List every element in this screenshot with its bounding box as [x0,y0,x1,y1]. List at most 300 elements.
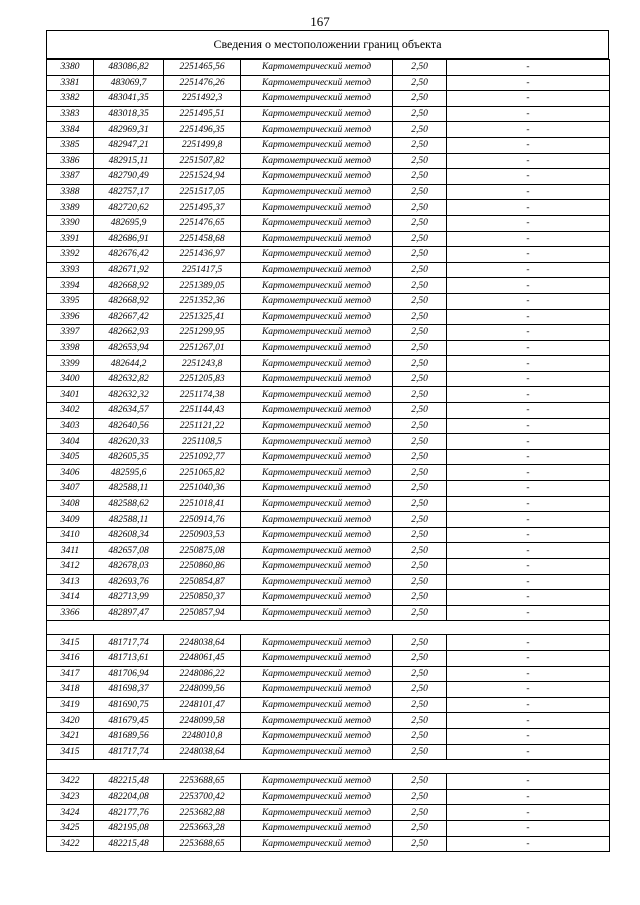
note-cell: - [447,106,610,122]
point-number-cell: 3390 [47,215,94,231]
note-cell: - [447,153,610,169]
note-cell: - [447,590,610,606]
y-coordinate-cell: 2251495,51 [164,106,241,122]
method-cell: Картометрический метод [241,153,393,169]
accuracy-cell: 2,50 [393,496,447,512]
point-number-cell: 3405 [47,449,94,465]
point-number-cell: 3391 [47,231,94,247]
note-cell: - [447,231,610,247]
x-coordinate-cell: 482588,62 [94,496,164,512]
x-coordinate-cell: 482608,34 [94,527,164,543]
y-coordinate-cell: 2248099,56 [164,682,241,698]
method-cell: Картометрический метод [241,635,393,651]
method-cell: Картометрический метод [241,465,393,481]
accuracy-cell: 2,50 [393,309,447,325]
accuracy-cell: 2,50 [393,325,447,341]
y-coordinate-cell: 2250850,37 [164,590,241,606]
coordinates-table [46,59,610,852]
method-cell: Картометрический метод [241,682,393,698]
x-coordinate-cell: 481706,94 [94,666,164,682]
table-row [47,309,610,325]
note-cell: - [447,200,610,216]
x-coordinate-cell: 482969,31 [94,122,164,138]
note-cell: - [447,820,610,836]
accuracy-cell: 2,50 [393,650,447,666]
point-number-cell: 3383 [47,106,94,122]
y-coordinate-cell: 2251524,94 [164,169,241,185]
note-cell: - [447,635,610,651]
point-number-cell: 3386 [47,153,94,169]
note-cell: - [447,340,610,356]
accuracy-cell: 2,50 [393,356,447,372]
y-coordinate-cell: 2251040,36 [164,481,241,497]
y-coordinate-cell: 2251465,56 [164,60,241,76]
table-row [47,650,610,666]
point-number-cell: 3423 [47,789,94,805]
x-coordinate-cell: 482757,17 [94,184,164,200]
note-cell: - [447,293,610,309]
x-coordinate-cell: 482915,11 [94,153,164,169]
y-coordinate-cell: 2251267,01 [164,340,241,356]
table-row [47,713,610,729]
table-row [47,496,610,512]
method-cell: Картометрический метод [241,418,393,434]
note-cell: - [447,774,610,790]
method-cell: Картометрический метод [241,137,393,153]
section-title: Сведения о местоположении границ объекта [46,30,609,59]
y-coordinate-cell: 2250875,08 [164,543,241,559]
x-coordinate-cell: 482595,6 [94,465,164,481]
y-coordinate-cell: 2248099,58 [164,713,241,729]
table-row [47,403,610,419]
y-coordinate-cell: 2250860,86 [164,559,241,575]
x-coordinate-cell: 482671,92 [94,262,164,278]
accuracy-cell: 2,50 [393,682,447,698]
y-coordinate-cell: 2251092,77 [164,449,241,465]
x-coordinate-cell: 482947,21 [94,137,164,153]
accuracy-cell: 2,50 [393,371,447,387]
x-coordinate-cell: 481713,61 [94,650,164,666]
method-cell: Картометрический метод [241,293,393,309]
note-cell: - [447,805,610,821]
method-cell: Картометрический метод [241,356,393,372]
note-cell: - [447,247,610,263]
method-cell: Картометрический метод [241,543,393,559]
note-cell: - [447,512,610,528]
y-coordinate-cell: 2251205,83 [164,371,241,387]
table-row [47,434,610,450]
note-cell: - [447,215,610,231]
point-number-cell: 3366 [47,605,94,621]
point-number-cell: 3394 [47,278,94,294]
note-cell: - [447,278,610,294]
x-coordinate-cell: 481698,37 [94,682,164,698]
accuracy-cell: 2,50 [393,820,447,836]
method-cell: Картометрический метод [241,309,393,325]
accuracy-cell: 2,50 [393,403,447,419]
y-coordinate-cell: 2251144,43 [164,403,241,419]
table-row [47,60,610,76]
accuracy-cell: 2,50 [393,635,447,651]
table-row [47,449,610,465]
table-row [47,543,610,559]
table-row [47,512,610,528]
y-coordinate-cell: 2251108,5 [164,434,241,450]
point-number-cell: 3422 [47,774,94,790]
table-row [47,590,610,606]
point-number-cell: 3397 [47,325,94,341]
y-coordinate-cell: 2251517,05 [164,184,241,200]
accuracy-cell: 2,50 [393,728,447,744]
block-separator-row [47,621,610,635]
table-row [47,418,610,434]
table-row [47,559,610,575]
method-cell: Картометрический метод [241,805,393,821]
x-coordinate-cell: 482632,82 [94,371,164,387]
y-coordinate-cell: 2250903,53 [164,527,241,543]
method-cell: Картометрический метод [241,200,393,216]
note-cell: - [447,496,610,512]
note-cell: - [447,682,610,698]
note-cell: - [447,543,610,559]
accuracy-cell: 2,50 [393,418,447,434]
point-number-cell: 3415 [47,744,94,760]
table-row [47,371,610,387]
point-number-cell: 3382 [47,91,94,107]
point-number-cell: 3402 [47,403,94,419]
method-cell: Картометрический метод [241,184,393,200]
method-cell: Картометрический метод [241,590,393,606]
y-coordinate-cell: 2253688,65 [164,836,241,852]
method-cell: Картометрический метод [241,278,393,294]
accuracy-cell: 2,50 [393,122,447,138]
y-coordinate-cell: 2250854,87 [164,574,241,590]
table-row [47,465,610,481]
method-cell: Картометрический метод [241,215,393,231]
note-cell: - [447,650,610,666]
point-number-cell: 3415 [47,635,94,651]
table-row [47,605,610,621]
note-cell: - [447,836,610,852]
x-coordinate-cell: 482588,11 [94,512,164,528]
y-coordinate-cell: 2251299,95 [164,325,241,341]
point-number-cell: 3407 [47,481,94,497]
method-cell: Картометрический метод [241,574,393,590]
y-coordinate-cell: 2251174,38 [164,387,241,403]
x-coordinate-cell: 482678,03 [94,559,164,575]
y-coordinate-cell: 2251499,8 [164,137,241,153]
note-cell: - [447,122,610,138]
x-coordinate-cell: 482668,92 [94,293,164,309]
accuracy-cell: 2,50 [393,836,447,852]
method-cell: Картометрический метод [241,325,393,341]
accuracy-cell: 2,50 [393,481,447,497]
accuracy-cell: 2,50 [393,789,447,805]
table-row [47,278,610,294]
method-cell: Картометрический метод [241,650,393,666]
x-coordinate-cell: 482644,2 [94,356,164,372]
table-row [47,356,610,372]
table-row [47,574,610,590]
table-row [47,697,610,713]
table-row [47,340,610,356]
accuracy-cell: 2,50 [393,574,447,590]
y-coordinate-cell: 2251495,37 [164,200,241,216]
accuracy-cell: 2,50 [393,153,447,169]
table-row [47,293,610,309]
point-number-cell: 3411 [47,543,94,559]
point-number-cell: 3399 [47,356,94,372]
note-cell: - [447,387,610,403]
note-cell: - [447,574,610,590]
table-row [47,262,610,278]
y-coordinate-cell: 2251507,82 [164,153,241,169]
x-coordinate-cell: 482640,56 [94,418,164,434]
note-cell: - [447,713,610,729]
y-coordinate-cell: 2251018,41 [164,496,241,512]
x-coordinate-cell: 482632,32 [94,387,164,403]
note-cell: - [447,449,610,465]
point-number-cell: 3425 [47,820,94,836]
accuracy-cell: 2,50 [393,184,447,200]
table-row [47,682,610,698]
x-coordinate-cell: 482204,08 [94,789,164,805]
x-coordinate-cell: 482657,08 [94,543,164,559]
table-row [47,805,610,821]
accuracy-cell: 2,50 [393,278,447,294]
table-row [47,106,610,122]
note-cell: - [447,481,610,497]
note-cell: - [447,789,610,805]
note-cell: - [447,418,610,434]
note-cell: - [447,356,610,372]
method-cell: Картометрический метод [241,371,393,387]
accuracy-cell: 2,50 [393,543,447,559]
method-cell: Картометрический метод [241,387,393,403]
y-coordinate-cell: 2251243,8 [164,356,241,372]
accuracy-cell: 2,50 [393,697,447,713]
accuracy-cell: 2,50 [393,465,447,481]
method-cell: Картометрический метод [241,403,393,419]
point-number-cell: 3401 [47,387,94,403]
x-coordinate-cell: 482634,57 [94,403,164,419]
point-number-cell: 3414 [47,590,94,606]
method-cell: Картометрический метод [241,512,393,528]
coordinates-table-body [47,60,610,852]
point-number-cell: 3384 [47,122,94,138]
point-number-cell: 3424 [47,805,94,821]
x-coordinate-cell: 482667,42 [94,309,164,325]
accuracy-cell: 2,50 [393,169,447,185]
x-coordinate-cell: 482897,47 [94,605,164,621]
note-cell: - [447,137,610,153]
y-coordinate-cell: 2253682,88 [164,805,241,821]
page-number: 167 [310,14,330,29]
accuracy-cell: 2,50 [393,590,447,606]
accuracy-cell: 2,50 [393,527,447,543]
table-row [47,527,610,543]
table-row [47,169,610,185]
x-coordinate-cell: 482693,76 [94,574,164,590]
note-cell: - [447,666,610,682]
accuracy-cell: 2,50 [393,340,447,356]
method-cell: Картометрический метод [241,605,393,621]
note-cell: - [447,262,610,278]
note-cell: - [447,60,610,76]
y-coordinate-cell: 2253663,28 [164,820,241,836]
point-number-cell: 3406 [47,465,94,481]
method-cell: Картометрический метод [241,744,393,760]
y-coordinate-cell: 2250857,94 [164,605,241,621]
accuracy-cell: 2,50 [393,434,447,450]
accuracy-cell: 2,50 [393,774,447,790]
point-number-cell: 3409 [47,512,94,528]
separator-cell [47,621,610,635]
method-cell: Картометрический метод [241,713,393,729]
table-row [47,215,610,231]
method-cell: Картометрический метод [241,666,393,682]
x-coordinate-cell: 482605,35 [94,449,164,465]
accuracy-cell: 2,50 [393,512,447,528]
point-number-cell: 3385 [47,137,94,153]
method-cell: Картометрический метод [241,262,393,278]
accuracy-cell: 2,50 [393,200,447,216]
y-coordinate-cell: 2251436,97 [164,247,241,263]
table-row [47,137,610,153]
method-cell: Картометрический метод [241,247,393,263]
point-number-cell: 3404 [47,434,94,450]
x-coordinate-cell: 482653,94 [94,340,164,356]
point-number-cell: 3421 [47,728,94,744]
note-cell: - [447,697,610,713]
y-coordinate-cell: 2251476,26 [164,75,241,91]
note-cell: - [447,605,610,621]
note-cell: - [447,559,610,575]
block-separator-row [47,760,610,774]
x-coordinate-cell: 482720,62 [94,200,164,216]
accuracy-cell: 2,50 [393,387,447,403]
y-coordinate-cell: 2251476,65 [164,215,241,231]
point-number-cell: 3417 [47,666,94,682]
accuracy-cell: 2,50 [393,293,447,309]
point-number-cell: 3416 [47,650,94,666]
x-coordinate-cell: 481689,56 [94,728,164,744]
note-cell: - [447,728,610,744]
y-coordinate-cell: 2251325,41 [164,309,241,325]
x-coordinate-cell: 482195,08 [94,820,164,836]
point-number-cell: 3381 [47,75,94,91]
table-row [47,153,610,169]
y-coordinate-cell: 2251417,5 [164,262,241,278]
accuracy-cell: 2,50 [393,805,447,821]
x-coordinate-cell: 482686,91 [94,231,164,247]
accuracy-cell: 2,50 [393,666,447,682]
accuracy-cell: 2,50 [393,262,447,278]
x-coordinate-cell: 482695,9 [94,215,164,231]
y-coordinate-cell: 2251496,35 [164,122,241,138]
note-cell: - [447,465,610,481]
method-cell: Картометрический метод [241,820,393,836]
method-cell: Картометрический метод [241,527,393,543]
accuracy-cell: 2,50 [393,605,447,621]
point-number-cell: 3410 [47,527,94,543]
y-coordinate-cell: 2250914,76 [164,512,241,528]
x-coordinate-cell: 482215,48 [94,774,164,790]
table-row [47,744,610,760]
y-coordinate-cell: 2248038,64 [164,744,241,760]
table-row [47,836,610,852]
x-coordinate-cell: 482588,11 [94,481,164,497]
point-number-cell: 3395 [47,293,94,309]
y-coordinate-cell: 2251121,22 [164,418,241,434]
x-coordinate-cell: 482177,76 [94,805,164,821]
point-number-cell: 3419 [47,697,94,713]
note-cell: - [447,403,610,419]
method-cell: Картометрический метод [241,434,393,450]
accuracy-cell: 2,50 [393,75,447,91]
x-coordinate-cell: 482790,49 [94,169,164,185]
note-cell: - [447,527,610,543]
y-coordinate-cell: 2251492,3 [164,91,241,107]
y-coordinate-cell: 2248101,47 [164,697,241,713]
table-row [47,122,610,138]
accuracy-cell: 2,50 [393,247,447,263]
y-coordinate-cell: 2253700,42 [164,789,241,805]
method-cell: Картометрический метод [241,789,393,805]
accuracy-cell: 2,50 [393,215,447,231]
table-row [47,184,610,200]
point-number-cell: 3380 [47,60,94,76]
x-coordinate-cell: 482215,48 [94,836,164,852]
table-row [47,635,610,651]
point-number-cell: 3396 [47,309,94,325]
y-coordinate-cell: 2248038,64 [164,635,241,651]
method-cell: Картометрический метод [241,697,393,713]
x-coordinate-cell: 482620,33 [94,434,164,450]
y-coordinate-cell: 2248010,8 [164,728,241,744]
x-coordinate-cell: 481690,75 [94,697,164,713]
table-row [47,231,610,247]
table-row [47,91,610,107]
accuracy-cell: 2,50 [393,559,447,575]
method-cell: Картометрический метод [241,774,393,790]
note-cell: - [447,75,610,91]
accuracy-cell: 2,50 [393,449,447,465]
method-cell: Картометрический метод [241,728,393,744]
x-coordinate-cell: 483086,82 [94,60,164,76]
accuracy-cell: 2,50 [393,137,447,153]
method-cell: Картометрический метод [241,91,393,107]
point-number-cell: 3422 [47,836,94,852]
note-cell: - [447,325,610,341]
accuracy-cell: 2,50 [393,106,447,122]
accuracy-cell: 2,50 [393,744,447,760]
method-cell: Картометрический метод [241,231,393,247]
y-coordinate-cell: 2248086,22 [164,666,241,682]
point-number-cell: 3388 [47,184,94,200]
x-coordinate-cell: 483018,35 [94,106,164,122]
point-number-cell: 3412 [47,559,94,575]
method-cell: Картометрический метод [241,449,393,465]
accuracy-cell: 2,50 [393,60,447,76]
table-row [47,666,610,682]
x-coordinate-cell: 483041,35 [94,91,164,107]
table-row [47,387,610,403]
point-number-cell: 3420 [47,713,94,729]
x-coordinate-cell: 483069,7 [94,75,164,91]
note-cell: - [447,309,610,325]
method-cell: Картометрический метод [241,169,393,185]
